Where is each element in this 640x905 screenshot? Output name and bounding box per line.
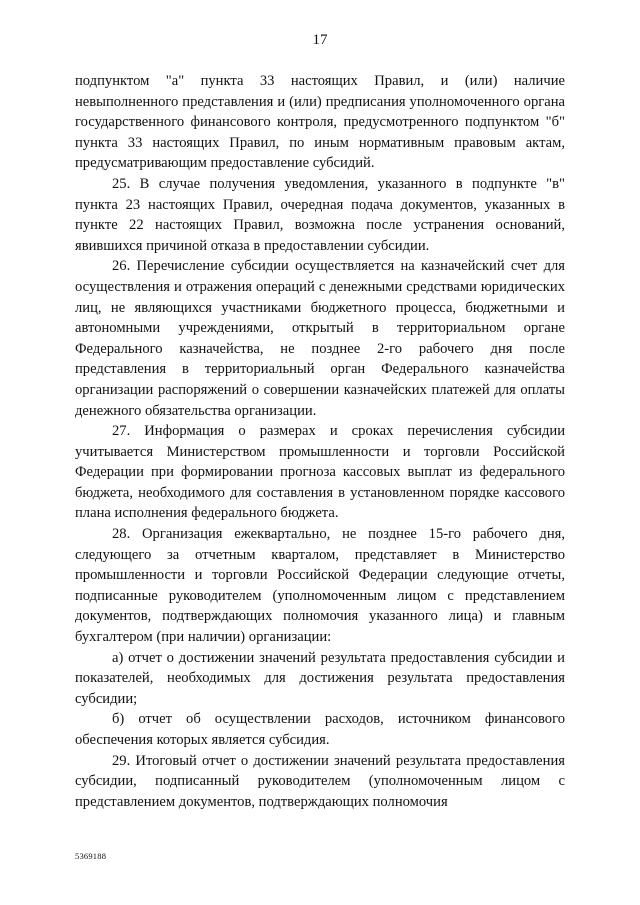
document-body bbox=[75, 71, 565, 812]
paragraph-29: 29. Итоговый отчет о достижении значений результата предоставления субсидии, подписанный руководителем (уполномоченным лицом с представлением документов, подтверждающих полномочия bbox=[75, 752, 565, 810]
paragraph-28-a: а) отчет о достижении значений результата предоставления субсидии и показателей, необходимых для достижения результата предоставления субсидии; bbox=[75, 649, 565, 707]
paragraph-continuation: подпунктом "а" пункта 33 настоящих Правил, и (или) наличие невыполненного представления и (или) предписания уполномоченного органа государственного финансового контроля, предусмотренного подпунктом "б" пункта 33 настоящих Правил, по иным нормативным правовым актам, предусматривающим предоставление субсидий. bbox=[75, 73, 565, 172]
paragraph-28-b: б) отчет об осуществлении расходов, источником финансового обеспечения которых является субсидия. bbox=[75, 711, 565, 748]
paragraph-26: 26. Перечисление субсидии осуществляется на казначейский счет для осуществления и отражения операций с денежными средствами юридических лиц, не являющихся участниками бюджетного процесса, бюджетными и автономными учреждениями, открытый в территориальном органе Федерального казначейства, не позднее 2-го рабочего дня после представления в территориальный орган Федерального казначейства организации распоряжений о совершении казначейских платежей для оплаты денежного обязательства организации. bbox=[75, 258, 565, 419]
page-number: 17 bbox=[312, 32, 328, 48]
paragraph-27: 27. Информация о размерах и сроках перечисления субсидии учитывается Министерством промышленности и торговли Российской Федерации при формировании прогноза кассовых выплат из федерального бюджета, необходимого для составления в установленном порядке кассового плана исполнения федерального бюджета. bbox=[75, 423, 565, 522]
document-id: 5369188 bbox=[75, 851, 107, 861]
paragraph-28: 28. Организация ежеквартально, не позднее 15-го рабочего дня, следующего за отчетным кварталом, представляет в Министерство промышленности и торговли Российской Федерации следующие отчеты, подписанные руководителем (уполномоченным лицом с представлением документов, подтверждающих полномочия указанного лица) и главным бухгалтером (при наличии) организации: bbox=[75, 526, 565, 646]
paragraph-25: 25. В случае получения уведомления, указанного в подпункте "в" пункта 23 настоящих Правил, очередная подача документов, указанных в пункте 22 настоящих Правил, возможна после устранения оснований, явившихся причиной отказа в предоставлении субсидии. bbox=[75, 175, 565, 254]
